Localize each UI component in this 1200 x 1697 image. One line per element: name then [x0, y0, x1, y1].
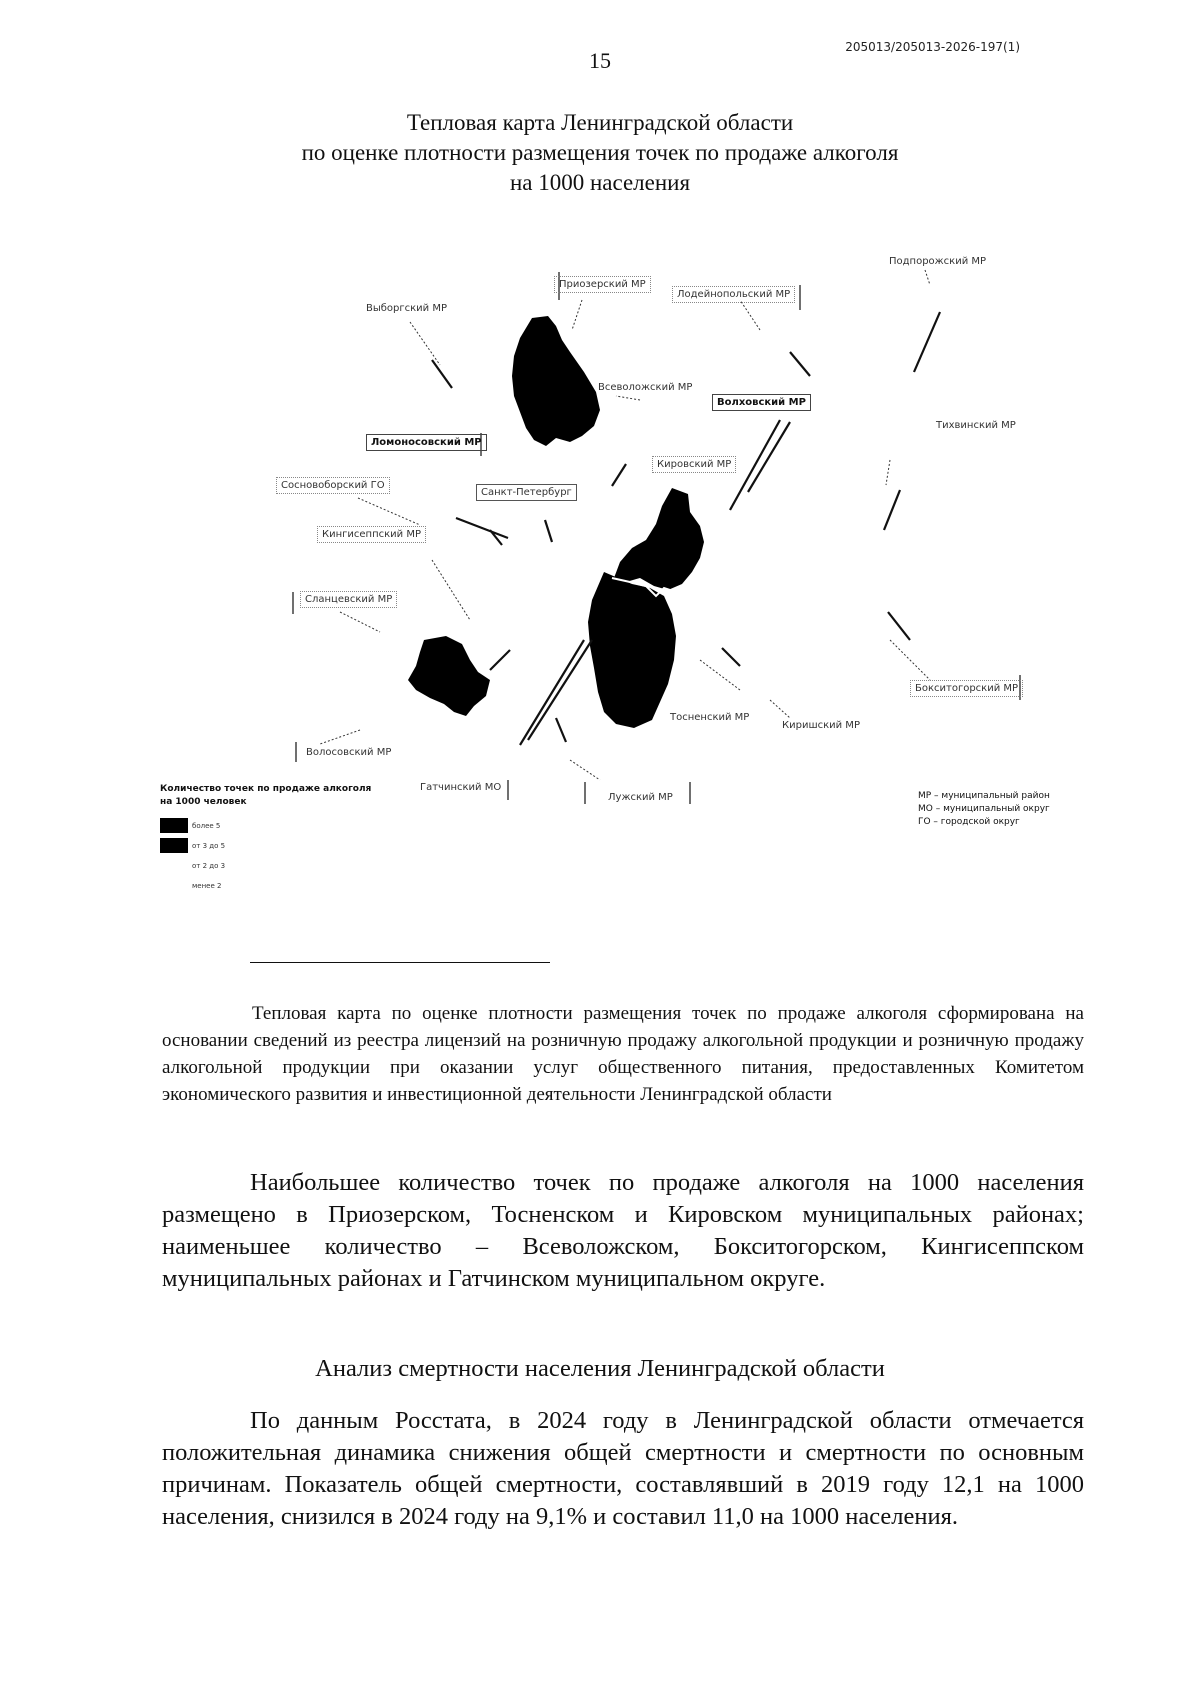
- section-heading: Анализ смертности населения Ленинградской области: [315, 1355, 885, 1382]
- legend-title-line-2: на 1000 человек: [160, 797, 247, 807]
- legend-swatch-4: [160, 878, 188, 893]
- legend-item-4: [160, 878, 221, 893]
- leader-boksitogorsky: [890, 640, 930, 680]
- region-slantsevsky: [408, 636, 490, 716]
- paragraph-2: [162, 1405, 1084, 1533]
- abbreviation-go: ГО – городской округ: [918, 817, 1020, 827]
- legend-swatch-1: [160, 818, 188, 833]
- map-title-line-2: по оценке плотности размещения точек по продаже алкоголя: [301, 140, 899, 165]
- legend-title: [160, 783, 371, 809]
- label-vsevolozhsky: Всеволожский МР: [598, 382, 693, 393]
- leader-tosnensky: [700, 660, 740, 690]
- label-lomonosovsky: Ломоносовский МР: [366, 434, 487, 451]
- label-luzhsky: Лужский МР: [608, 792, 673, 803]
- label-slantsevsky: Сланцевский МР: [300, 591, 397, 608]
- page-number: 15: [589, 48, 611, 73]
- document-id: 205013/205013-2026-197(1): [845, 40, 1020, 54]
- legend-item-2: [160, 838, 225, 853]
- label-kingiseppsky: Кингисеппский МР: [317, 526, 426, 543]
- legend-item-3: [160, 858, 225, 873]
- region-priozersky: [512, 316, 600, 446]
- leader-kirishsky: [770, 700, 790, 718]
- leader-luzhsky: [570, 760, 600, 780]
- footnote-separator: [250, 962, 550, 963]
- arrow-vsevolozhsky: [612, 464, 626, 486]
- leader-slantsevsky: [340, 612, 380, 632]
- abbreviations: [918, 790, 1050, 829]
- label-sosnovoborsky: Сосновоборский ГО: [276, 477, 390, 494]
- abbreviation-mr: МР – муниципальный район: [918, 791, 1050, 801]
- abbreviation-mo: МО – муниципальный округ: [918, 804, 1050, 814]
- label-tosnensky: Тосненский МР: [670, 712, 750, 723]
- map-title-line-1: Тепловая карта Ленинградской области: [406, 110, 794, 135]
- label-vyborgsky: Выборгский МР: [366, 303, 448, 314]
- arrow-sosnovoborsky: [456, 518, 508, 538]
- arrow-luzhsky: [556, 718, 566, 742]
- arrow-kingiseppsky: [490, 650, 510, 670]
- arrow-tosnensky: [722, 648, 740, 666]
- paragraph-1-text: Наибольшее количество точек по продаже алкоголя на 1000 населения размещено в Приозерском, Тосненском и Кировском муниципальных районах; наименьшее количество – Всеволожском, Бокситогорском, Кингисеппском муниципальных районах и Гатчинском муниципальном округе.: [162, 1169, 1084, 1292]
- footnote: [162, 1000, 1084, 1108]
- leader-vyborgsky: [410, 322, 440, 365]
- legend-label-1: более 5: [192, 821, 221, 830]
- label-boksitogorsky: Бокситогорский МР: [910, 680, 1023, 697]
- label-volkhovsky: Волховский МР: [712, 394, 811, 411]
- leader-priozersky: [572, 300, 582, 330]
- footnote-text: Тепловая карта по оценке плотности размещения точек по продаже алкоголя сформирована на основании сведений из реестра лицензий на розничную продажу алкогольной продукции и розничную продажу алкогольной продукции при оказании услуг общественного питания, предоставленных Комитетом экономического развития и инвестиционной деятельности Ленинградской области: [162, 1003, 1084, 1105]
- legend-label-2: от 3 до 5: [192, 841, 226, 850]
- leader-podporozhsky: [925, 270, 930, 285]
- leader-volosovsky: [320, 730, 360, 744]
- arrow-gatchinsky-1: [520, 640, 584, 745]
- label-kirovsky: Кировский МР: [652, 456, 736, 473]
- leader-tikhvinsky: [886, 460, 890, 485]
- arrow-volkhovsky-2: [748, 422, 790, 492]
- map-title-line-3: на 1000 населения: [509, 170, 691, 195]
- legend-swatch-2: [160, 838, 188, 853]
- label-spb: Санкт-Петербург: [476, 484, 577, 501]
- arrow-spb: [545, 520, 552, 542]
- leader-kingiseppsky: [432, 560, 470, 620]
- leader-sosnovoborsky: [358, 498, 420, 525]
- legend-label-3: от 2 до 3: [192, 861, 226, 870]
- legend-label-4: менее 2: [192, 881, 222, 890]
- arrow-podporozhsky: [914, 312, 940, 372]
- label-podporozhsky: Подпорожский МР: [889, 256, 987, 267]
- arrow-volkhovsky-1: [730, 420, 780, 510]
- label-tikhvinsky: Тихвинский МР: [936, 420, 1016, 431]
- label-lodeynopolsky: Лодейнопольский МР: [672, 286, 795, 303]
- paragraph-2-text: По данным Росстата, в 2024 году в Ленинградской области отмечается положительная динамика снижения общей смертности и смертности по основным причинам. Показатель общей смертности, составлявший в 2019 году 12,1 на 1000 населения, снизился в 2024 году на 9,1% и составил 11,0 на 1000 населения.: [162, 1407, 1084, 1530]
- region-tosnensky: [588, 572, 676, 728]
- arrow-tikhvinsky: [884, 490, 900, 530]
- arrow-boksitogorsky: [888, 612, 910, 640]
- leader-vsevolozhsky: [616, 396, 640, 400]
- label-kirishsky: Киришский МР: [782, 720, 860, 731]
- paragraph-1: [162, 1167, 1084, 1295]
- label-priozersky: Приозерский МР: [554, 276, 651, 293]
- label-volosovsky: Волосовский МР: [306, 747, 392, 758]
- region-kirovsky: [614, 488, 704, 590]
- arrow-lodeynopolsky: [790, 352, 810, 376]
- arrow-vyborgsky: [432, 360, 452, 388]
- legend-item-1: [160, 818, 220, 833]
- leader-lodeynopolsky: [740, 300, 760, 330]
- label-gatchinsky: Гатчинский МО: [420, 782, 502, 793]
- legend-title-line-1: Количество точек по продаже алкоголя: [160, 784, 372, 794]
- legend-swatch-3: [160, 858, 188, 873]
